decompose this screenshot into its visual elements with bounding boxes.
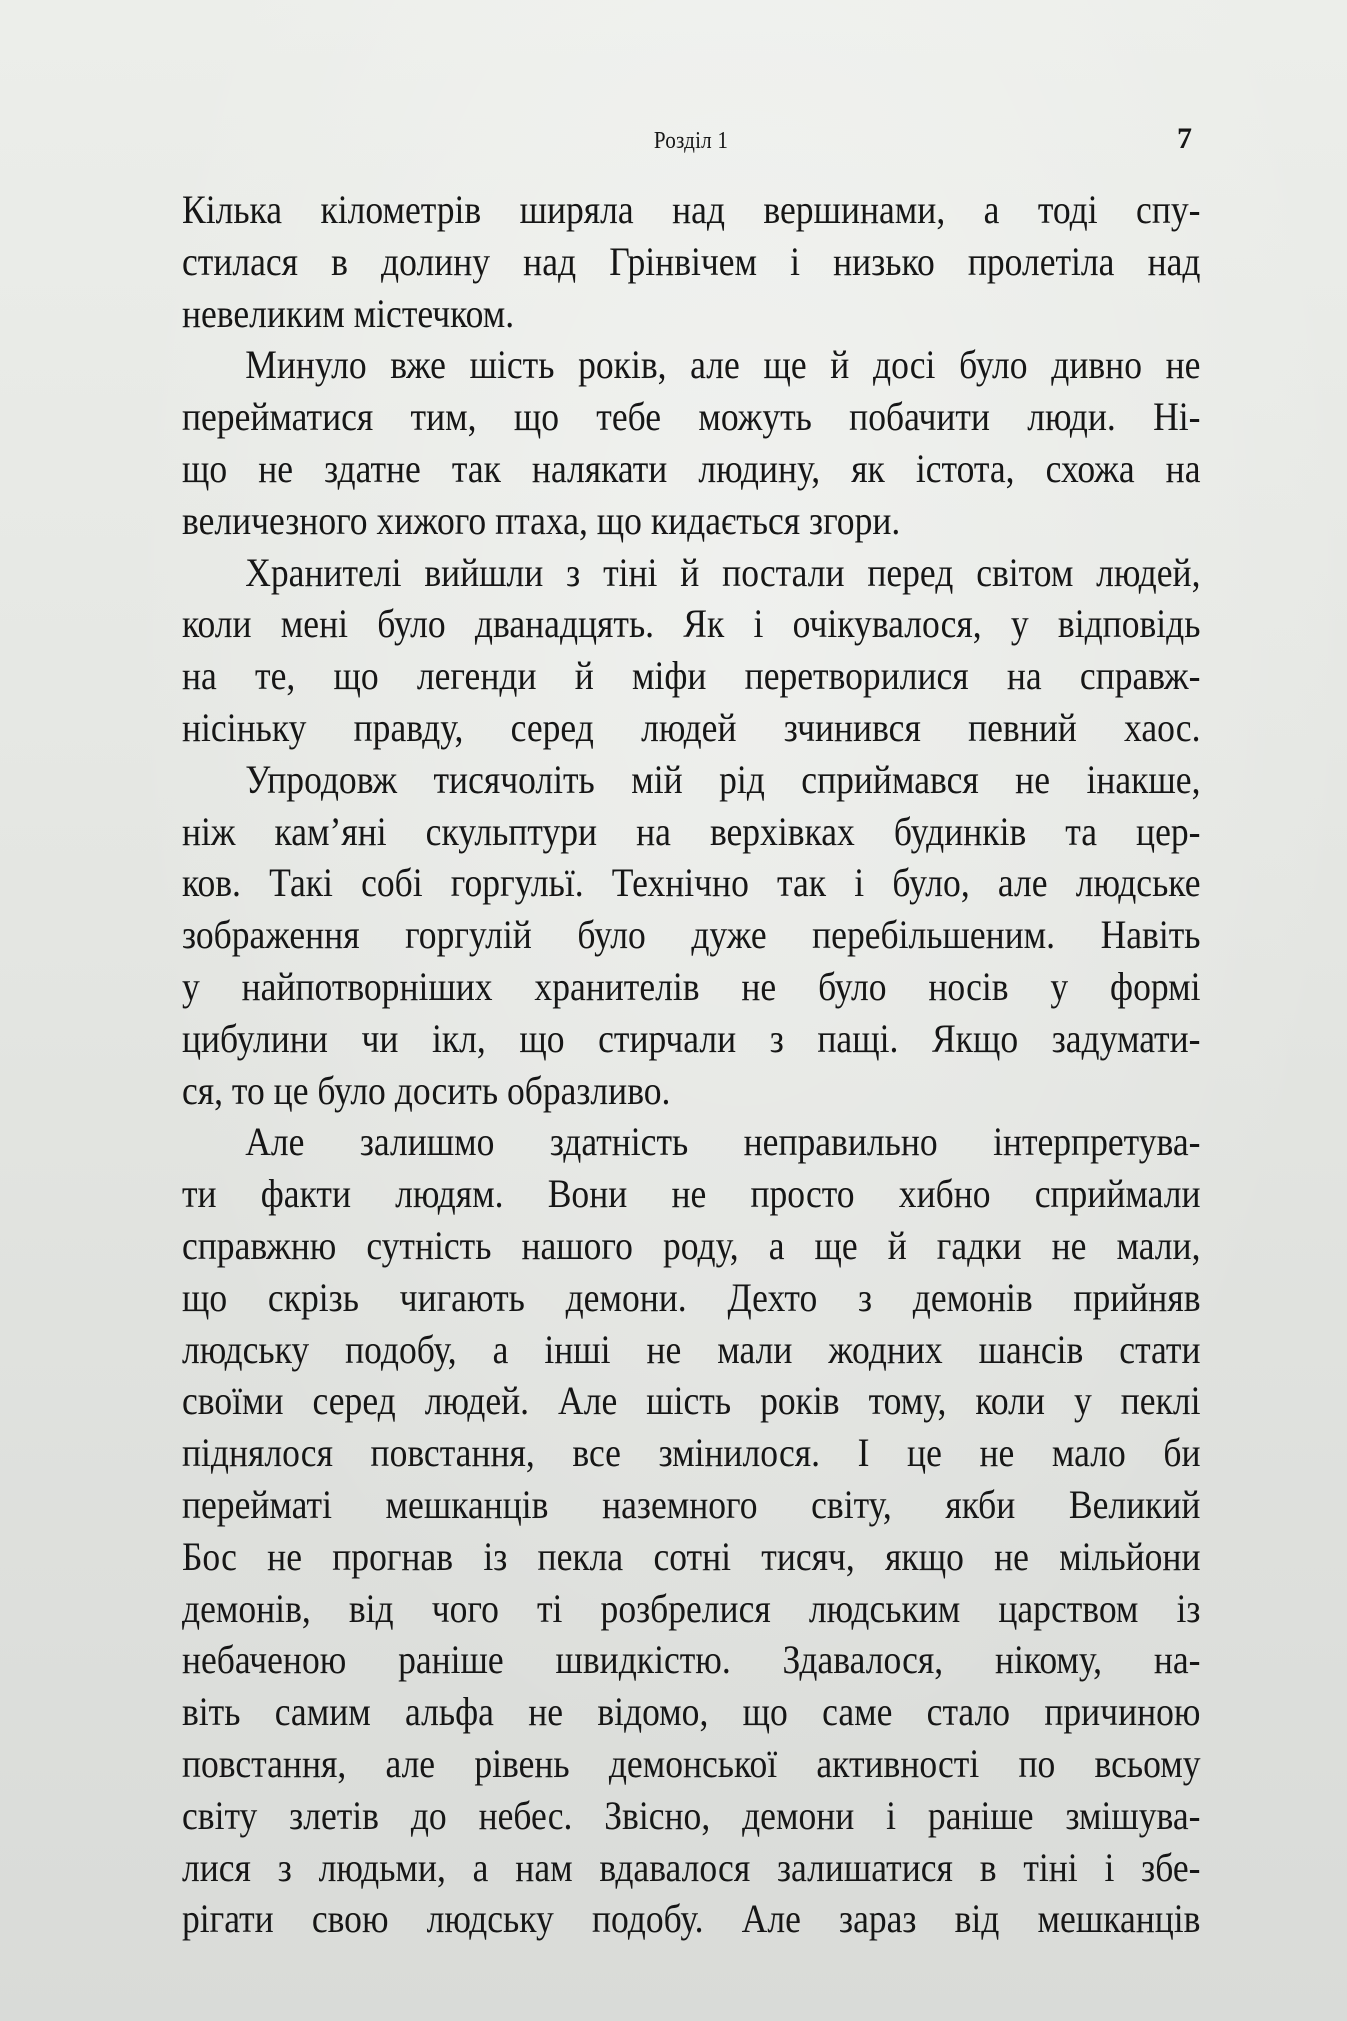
- text-line: Упродовж тисячоліть мій рід сприймався не інакше,: [245, 756, 1201, 802]
- body-text: [182, 184, 1200, 1945]
- text-line: лися з людьми, а нам вдавалося залишатися в тіні і збе-: [182, 1844, 1201, 1890]
- paragraph: [182, 1116, 1200, 1945]
- running-head: [182, 118, 1200, 158]
- paragraph: [182, 754, 1200, 1117]
- text-line: справжню сутність нашого роду, а ще й гадки не мали,: [182, 1222, 1201, 1268]
- text-line: світу злетів до небес. Звісно, демони і раніше змішува-: [182, 1792, 1201, 1838]
- text-line: своїми серед людей. Але шість років тому, коли у пеклі: [182, 1378, 1201, 1424]
- text-line: цибулини чи ікл, що стирчали з пащі. Якщо задумати-: [182, 1015, 1201, 1061]
- text-line: зображення горгулій було дуже перебільшеним. Навіть: [182, 912, 1201, 958]
- text-line: рігати свою людську подобу. Але зараз від мешканців: [182, 1896, 1201, 1942]
- text-line: величезного хижого птаха, що кидається згори.: [182, 497, 901, 543]
- text-line: на те, що легенди й міфи перетворилися на справж-: [182, 653, 1201, 699]
- text-line: коли мені було дванадцять. Як і очікувалося, у відповідь: [182, 601, 1201, 647]
- chapter-label: Розділ 1: [653, 128, 729, 154]
- text-line: ков. Такі собі горгульї. Технічно так і було, але людське: [182, 860, 1201, 906]
- text-line: нісіньку правду, серед людей зчинився певний хаос.: [182, 704, 1201, 750]
- text-line: Але залишмо здатність неправильно інтерпретува-: [245, 1119, 1201, 1165]
- text-line: небаченою раніше швидкістю. Здавалося, нікому, на-: [182, 1637, 1201, 1683]
- text-line: віть самим альфа не відомо, що саме стало причиною: [182, 1689, 1201, 1735]
- text-line: у найпотворніших хранителів не було носів у формі: [182, 963, 1201, 1009]
- text-line: що скрізь чигають демони. Дехто з демонів прийняв: [182, 1274, 1201, 1320]
- text-line: ти факти людям. Вони не просто хибно сприймали: [182, 1171, 1201, 1217]
- paragraph: [182, 547, 1200, 754]
- paragraph: [182, 339, 1200, 546]
- text-line: Хранителі вийшли з тіні й постали перед світом людей,: [245, 549, 1201, 595]
- text-line: що не здатне так налякати людину, як істота, схожа на: [182, 445, 1201, 491]
- text-line: ніж кам’яні скульптури на верхівках будинків та цер-: [182, 808, 1201, 854]
- text-line: Бос не прогнав із пекла сотні тисяч, якщо не мільйони: [182, 1533, 1201, 1579]
- text-line: ся, то це було досить образливо.: [182, 1067, 671, 1113]
- text-line: Кілька кілометрів ширяла над вершинами, а тоді спу-: [182, 187, 1201, 232]
- text-line: стилася в долину над Грінвічем і низько пролетіла над: [182, 238, 1201, 284]
- text-line: повстання, але рівень демонської активності по всьому: [182, 1740, 1201, 1786]
- paragraph: [182, 184, 1200, 339]
- text-line: перейматися тим, що тебе можуть побачити люди. Ні-: [182, 394, 1201, 440]
- text-line: невеликим містечком.: [182, 290, 515, 336]
- text-line: піднялося повстання, все змінилося. І це не мало би: [182, 1430, 1201, 1476]
- text-line: перейматі мешканців наземного світу, якби Великий: [182, 1481, 1201, 1527]
- page-number: 7: [1177, 122, 1192, 155]
- text-line: Минуло вже шість років, але ще й досі було дивно не: [245, 342, 1201, 388]
- text-line: демонів, від чого ті розбрелися людським царством із: [182, 1585, 1201, 1631]
- text-line: людську подобу, а інші не мали жодних шансів стати: [182, 1326, 1201, 1372]
